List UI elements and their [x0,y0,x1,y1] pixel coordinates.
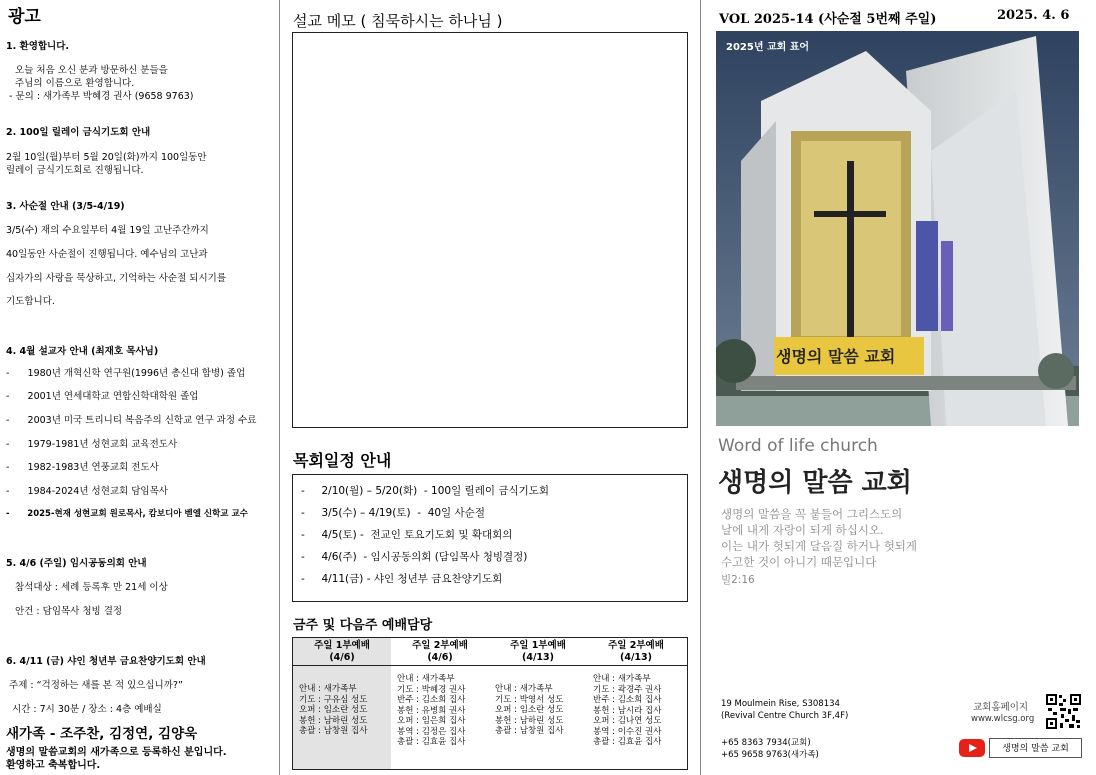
services-cell: 안내 : 새가족부 기도 : 곽경주 권사 반주 : 김소희 집사 봉헌 : 남시라 집사 오퍼 : 김나연 성도 봉역 : 이수진 권사 총괄 : 김효윤 집사 [593,674,662,747]
new-family-body: 생명의 말씀교회의 새가족으로 등록하신 분입니다. 환영하고 축복합니다. [6,747,227,771]
church-address: 19 Moulmein Rise, S308134 (Revival Centre Church 3F,4F) [721,699,849,721]
ad-3-line-1: 3/5(수) 재의 수요일부터 4월 19일 고난주간까지 [6,225,209,236]
building-sign: 생명의 말씀 교회 [776,347,896,366]
services-title: 금주 및 다음주 예배담당 [293,618,433,633]
schedule-item: - 3/5(수) – 4/19(토) - 40일 사순절 [301,507,485,519]
ad-6-title: 6. 4/11 (금) 샤인 청년부 금요찬양기도회 안내 [6,656,206,667]
ad-4-title: 4. 4월 설교자 안내 (최재호 목사님) [6,346,159,357]
qr-code-icon [1045,693,1082,730]
ad-5-line-1: 참석대상 : 세례 등록후 만 21세 이상 [6,582,168,593]
services-cell: 안내 : 새가족부 기도 : 구유심 성도 오퍼 : 임소란 성도 봉헌 : 남하린 성도 총괄 : 남창원 집사 [299,684,368,736]
services-cell: 안내 : 새가족부 기도 : 박혜경 권사 반주 : 김소희 집사 봉헌 : 유병희 권사 오퍼 : 임은희 집사 봉역 : 김정은 집사 총괄 : 김효윤 집사 [397,674,466,747]
services-head: 주일 1부예배 (4/6) [314,640,370,663]
middle-column [279,0,701,775]
new-family-title: 새가족 - 조주찬, 김정연, 김양욱 [6,726,198,742]
ad-3-line-2: 40일동안 사순절이 진행됩니다. 예수님의 고난과 [6,249,208,260]
volume-label: VOL 2025-14 (사순절 5번째 주일) [719,12,937,27]
ad-5-line-2: 안건 : 담임목사 청빙 결정 [6,606,123,617]
ad-4-item: - 2001년 연세대학교 연합신학대학원 졸업 [6,391,199,402]
ad-1-title: 1. 환영합니다. [6,41,70,52]
ad-3-title: 3. 사순절 안내 (3/5-4/19) [6,201,125,212]
ad-3-line-4: 기도합니다. [6,296,55,307]
services-head: 주일 2부예배 (4/6) [412,640,468,663]
english-church-name: Word of life church [718,436,878,456]
bible-verse: 생명의 말씀을 꼭 붙들어 그리스도의 날에 내게 자랑이 되게 하십시오. 이는 내가 헛되게 달음질 하거나 헛되게 수고한 것이 아니기 때문입니다 [721,507,918,569]
ad-6-line-1: 주제 : “걱정하는 새를 본 적 있으십니까?” [6,680,183,691]
ad-3-line-3: 십자가의 사랑을 묵상하고, 기억하는 사순절 되시기를 [6,273,227,284]
cover-column [701,0,1096,775]
youtube-icon[interactable] [959,739,985,757]
ad-5-title: 5. 4/6 (주일) 임시공동의회 안내 [6,558,147,569]
homepage-url[interactable]: www.wlcsg.org [971,714,1035,724]
verse-reference: 빌2:16 [721,574,755,586]
ad-4-item: - 1980년 개혁신학 연구원(1996년 총신대 합병) 졸업 [6,368,246,379]
ad-4-item: - 1979-1981년 성현교회 교육전도사 [6,439,178,450]
homepage-label: 교회홈페이지 [973,702,1029,713]
ad-4-item: - 2003년 미국 트리니티 복음주의 신학교 연구 과정 수료 [6,415,257,426]
ad-1-body: 오늘 처음 오신 분과 방문하신 분들을 주님의 이름으로 환영합니다. [15,65,168,89]
church-phones: +65 8363 7934(교회) +65 9658 9763(새가족) [721,738,819,760]
schedule-title: 목회일정 안내 [293,451,392,470]
schedule-item: - 4/6(주) - 임시공동의회 (담임목사 청빙결정) [301,551,528,563]
church-building-photo [716,31,1079,426]
memo-box [292,32,688,428]
ad-4-item: - 1984-2024년 성현교회 담임목사 [6,486,168,497]
ad-1-contact: - 문의 : 새가족부 박혜경 권사 (9658 9763) [6,91,194,102]
korean-church-name: 생명의 말씀 교회 [718,468,912,498]
memo-title: 설교 메모 ( 침묵하시는 하나님 ) [293,12,503,30]
services-table [292,637,688,770]
motto-label: 2025년 교회 표어 [726,42,810,53]
schedule-box [292,474,688,602]
schedule-item: - 4/11(금) - 샤인 청년부 금요찬양기도회 [301,573,503,585]
schedule-item: - 4/5(토) - 전교인 토요기도회 및 확대회의 [301,529,513,541]
ad-4-item: - 2025-현재 성현교회 원로목사, 캄보디아 벧엘 신학교 교수 [6,509,248,519]
services-head: 주일 2부예배 (4/13) [608,640,664,663]
ad-6-line-2: 시간 : 7시 30분 / 장소 : 4층 예배실 [6,704,162,715]
ad-4-item: - 1982-1983년 연풍교회 전도사 [6,462,159,473]
youtube-channel-button[interactable]: 생명의 말씀 교회 [989,738,1082,758]
ads-title: 광고 [8,7,41,27]
issue-date: 2025. 4. 6 [997,8,1070,23]
services-head: 주일 1부예배 (4/13) [510,640,566,663]
announcements-column [0,0,279,775]
schedule-item: - 2/10(월) – 5/20(화) - 100일 릴레이 금식기도회 [301,485,550,497]
ad-2-body: 2월 10일(월)부터 5월 20일(화)까지 100일동안 릴레이 금식기도회로 진행됩니다. [6,152,207,176]
services-cell: 안내 : 새가족부 기도 : 박영서 성도 오퍼 : 임소란 성도 봉헌 : 남하린 성도 총괄 : 남창원 집사 [495,684,564,736]
ad-2-title: 2. 100일 릴레이 금식기도회 안내 [6,127,151,138]
